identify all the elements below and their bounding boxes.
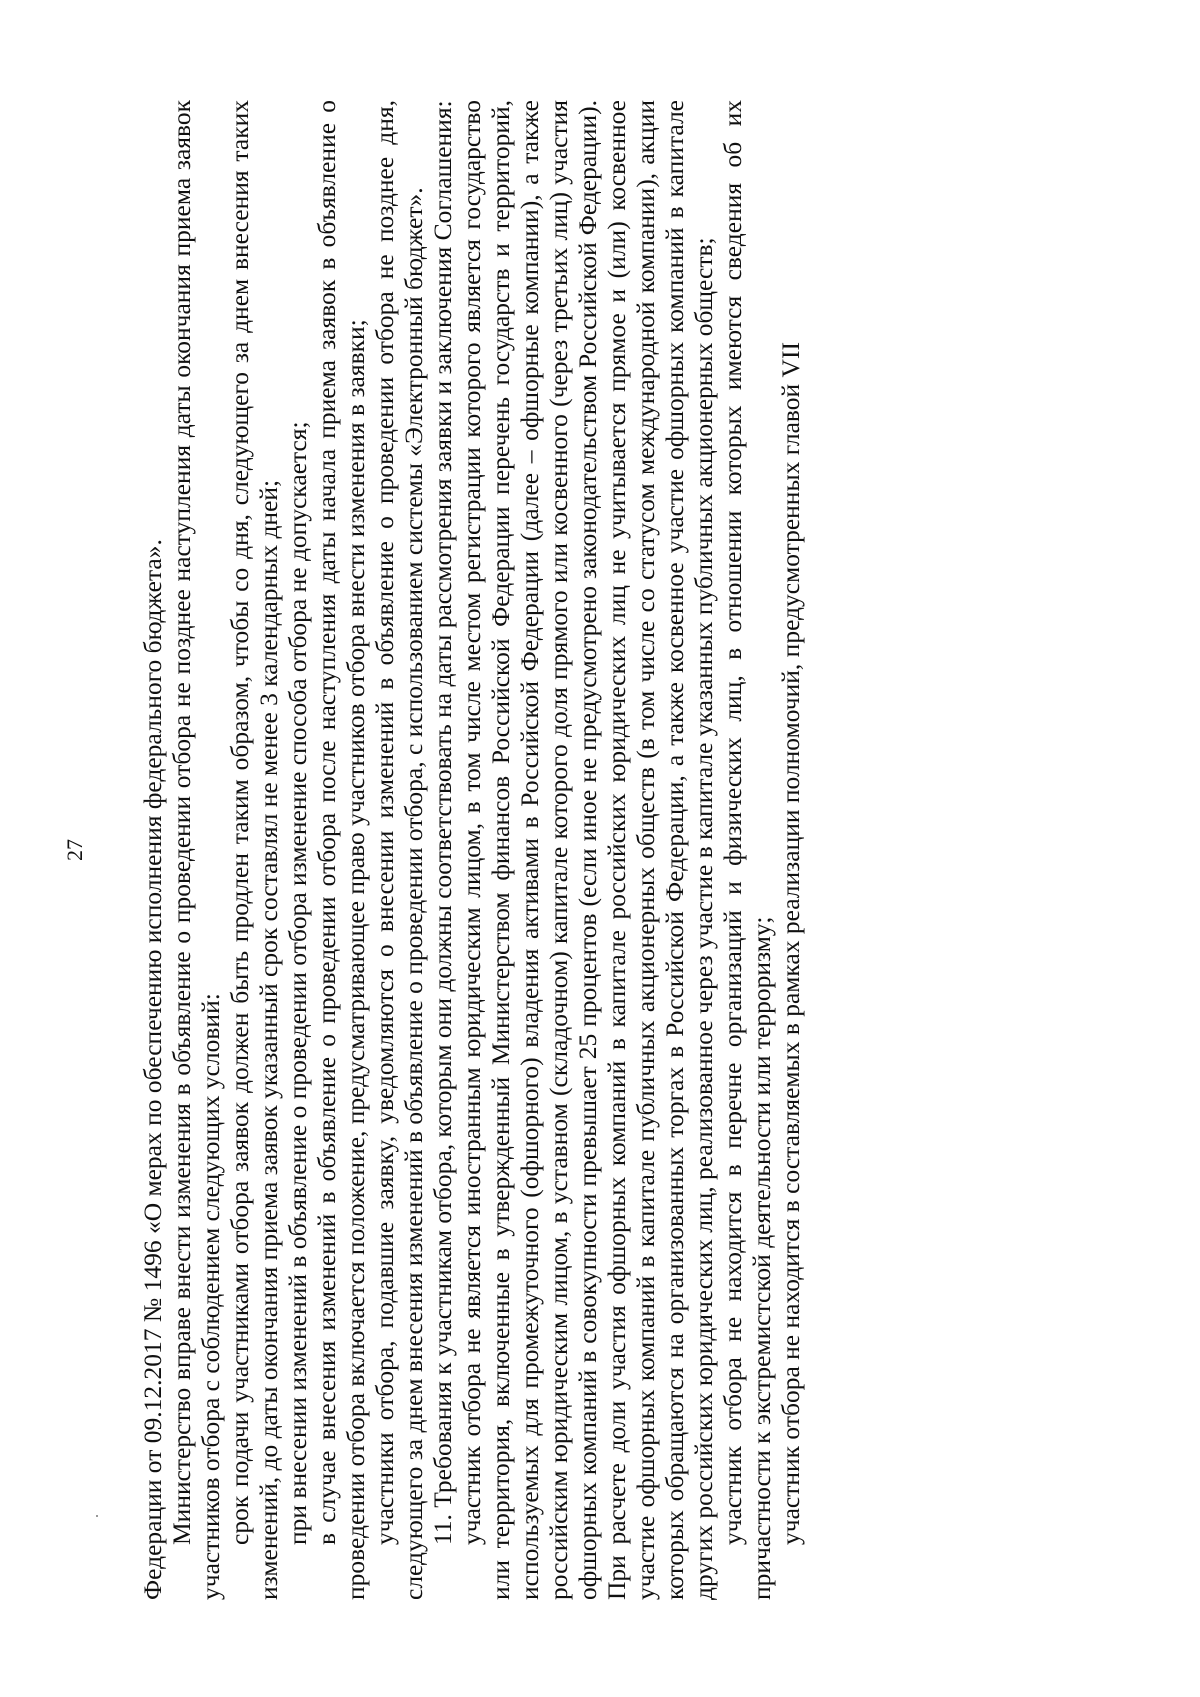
page-number: 27 bbox=[62, 839, 87, 861]
paragraph: в случае внесения изменений в объявление о проведении отбора после наступления даты начала приема заявок в объявление о проведении отбора включается положение, предусматривающее право участников отбора внести изменения в заявки; bbox=[312, 100, 370, 1600]
scan-speck bbox=[96, 1515, 98, 1517]
paragraph: Федерации от 09.12.2017 № 1496 «О мерах по обеспечению исполнения федерального бюджета». bbox=[138, 539, 167, 1600]
paragraph: срок подачи участниками отбора заявок должен быть продлен таким образом, чтобы со дня, следующего за днем внесения таких изменений, до даты окончания приема заявок указанный срок составлял не менее 3 календарных дней; bbox=[225, 100, 283, 1600]
paragraph: 11. Требования к участникам отбора, которым они должны соответствовать на даты рассмотрения заявки и заключения Соглашения: bbox=[428, 100, 457, 1545]
paragraph: при внесении изменений в объявление о проведении отбора изменение способа отбора не допускается; bbox=[283, 421, 312, 1545]
paragraph: участник отбора не находится в перечне организаций и физических лиц, в отношении которых имеются сведения об их причастности к экстремистской деятельности или терроризму; bbox=[718, 100, 776, 1600]
rotated-page bbox=[60, 100, 1120, 1600]
document-body bbox=[138, 100, 805, 1600]
paragraph: участник отбора не является иностранным юридическим лицом, в том числе местом регистрации которого является государство или территория, включенные в утвержденный Министерством финансов Российской Федерации перечень государств и территорий, используемых для промежуточного (офшорного) владения активами в Российской Федерации (далее – офшорные компании), а также российским юридическим лицом, в уставном (складочном) капитале которого доля прямого или косвенного (через третьих лиц) участия офшорных компаний в совокупности превышает 25 процентов (если иное не предусмотрено законодательством Российской Федерации). При расчете доли участия офшорных компаний в капитале российских юридических лиц не учитывается прямое и (или) косвенное участие офшорных компаний в капитале публичных акционерных обществ (в том числе со статусом международной компании), акции которых обращаются на организованных торгах в Российской Федерации, а также косвенное участие офшорных компаний в капитале других российских юридических лиц, реализованное через участие в капитале указанных публичных акционерных обществ; bbox=[457, 100, 718, 1600]
paragraph: Министерство вправе внести изменения в объявление о проведении отбора не позднее наступления даты окончания приема заявок участников отбора с соблюдением следующих условий: bbox=[167, 100, 225, 1600]
paragraph: участник отбора не находится в составляемых в рамках реализации полномочий, предусмотренных главой VII bbox=[776, 342, 805, 1545]
paragraph: участники отбора, подавшие заявку, уведомляются о внесении изменений в объявление о проведении отбора не позднее дня, следующего за днем внесения изменений в объявление о проведении отбора, с использованием системы «Электронный бюджет». bbox=[370, 100, 428, 1600]
